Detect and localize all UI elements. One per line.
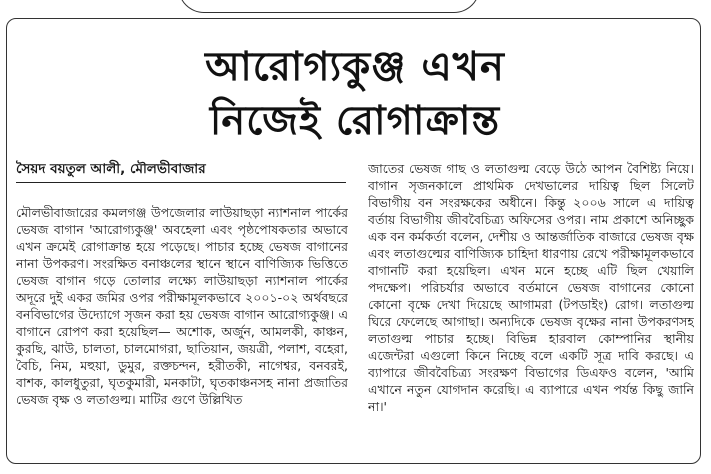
headline bbox=[40, 40, 670, 148]
article-column-left bbox=[16, 204, 348, 448]
headline-line-1: আরোগ্যকুঞ্জ এখন bbox=[205, 44, 505, 90]
body-text-left: মৌলভীবাজারের কমলগঞ্জ উপজেলার লাউয়াছড়া ন্যাশনাল পার্কের ভেষজ বাগান 'আরোগ্যকুঞ্জ' অবহেলা এবং পৃষ্ঠপোষকতার অভাবে এখন ক্রমেই রোগাক্রান্ত হয়ে পড়েছে। পাচার হচ্ছে ভেষজ বাগানের নানা উপকরণ। সংরক্ষিত বনাঞ্চলের স্থানে স্থানে বাণিজ্যিক ভিত্তিতে ভেষজ বাগান গড়ে তোলার লক্ষ্যে লাউয়াছড়া ন্যাশনাল পার্কের অদূরে দুই একর জমির ওপর পরীক্ষামূলকভাবে ২০০১-০২ অর্থবছরে বনবিভাগের উদ্যোগে সৃজন করা হয় ভেষজ বাগান আরোগ্যকুঞ্জ। এ বাগানে রোপণ করা হয়েছিল— অশোক, অর্জুন, আমলকী, কাঞ্চন, কুরছি, ঝাউ, চালতা, চালমোগরা, ছাতিয়ান, জয়ত্রী, পলাশ, বহেরা, বৈচি, নিম, মহুয়া, ডুমুর, রক্তচন্দন, হরীতকী, নাগেশ্বর, বনবরই, বাশক, কালধুতুরা, ঘৃতকুমারী, মনকাটা, ঘৃতকাঞ্চনসহ নানা প্রজাতির ভেষজ বৃক্ষ ও লতাগুল্ম। মাটির গুণে উল্লিখিত bbox=[16, 205, 348, 407]
byline: সৈয়দ বয়তুল আলী, মৌলভীবাজার bbox=[16, 160, 346, 183]
headline-line-2: নিজেই রোগাক্রান্ত bbox=[209, 98, 501, 144]
article-column-right bbox=[368, 160, 694, 450]
body-text-right: জাতের ভেষজ গাছ ও লতাগুল্ম বেড়ে উঠে আপন বৈশিষ্ট্য নিয়ে। বাগান সৃজনকালে প্রাথমিক দেখভালের দায়িত্ব ছিল সিলেট বিভাগীয় বন সংরক্ষকের অধীনে। কিন্তু ২০০৬ সালে এ দায়িত্ব বর্তায় বিভাগীয় জীববৈচিত্র্য অফিসের ওপর। নাম প্রকাশে অনিচ্ছুক এক বন কর্মকর্তা বলেন, দেশীয় ও আন্তর্জাতিক বাজারে ভেষজ বৃক্ষ এবং লতাগুল্মের বাণিজ্যিক চাহিদা ধারণায় রেখে পরীক্ষামূলকভাবে বাগানটি করা হয়েছিল। এখন মনে হচ্ছে এটি ছিল খেয়ালি পদক্ষেপ। পরিচর্যার অভাবে বর্তমানে ভেষজ বাগানের কোনো কোনো বৃক্ষে দেখা দিয়েছে আগামরা (টপডাইং) রোগ। লতাগুল্ম ঘিরে ফেলেছে আগাছা। অন্যদিকে ভেষজ বৃক্ষের নানা উপকরণসহ লতাগুল্ম পাচার হচ্ছে। বিভিন্ন হারবাল কোম্পানির স্থানীয় এজেন্টরা এগুলো কিনে নিচ্ছে বলে একটি সূত্র দাবি করছে। এ ব্যাপারে জীববৈচিত্র্য সংরক্ষণ বিভাগের ডিএফও বলেন, 'আমি এখানে নতুন যোগদান করেছি। এ ব্যাপারে এখন পর্যন্ত কিছু জানি না।' bbox=[368, 161, 694, 414]
page-header-tab bbox=[178, 0, 480, 13]
